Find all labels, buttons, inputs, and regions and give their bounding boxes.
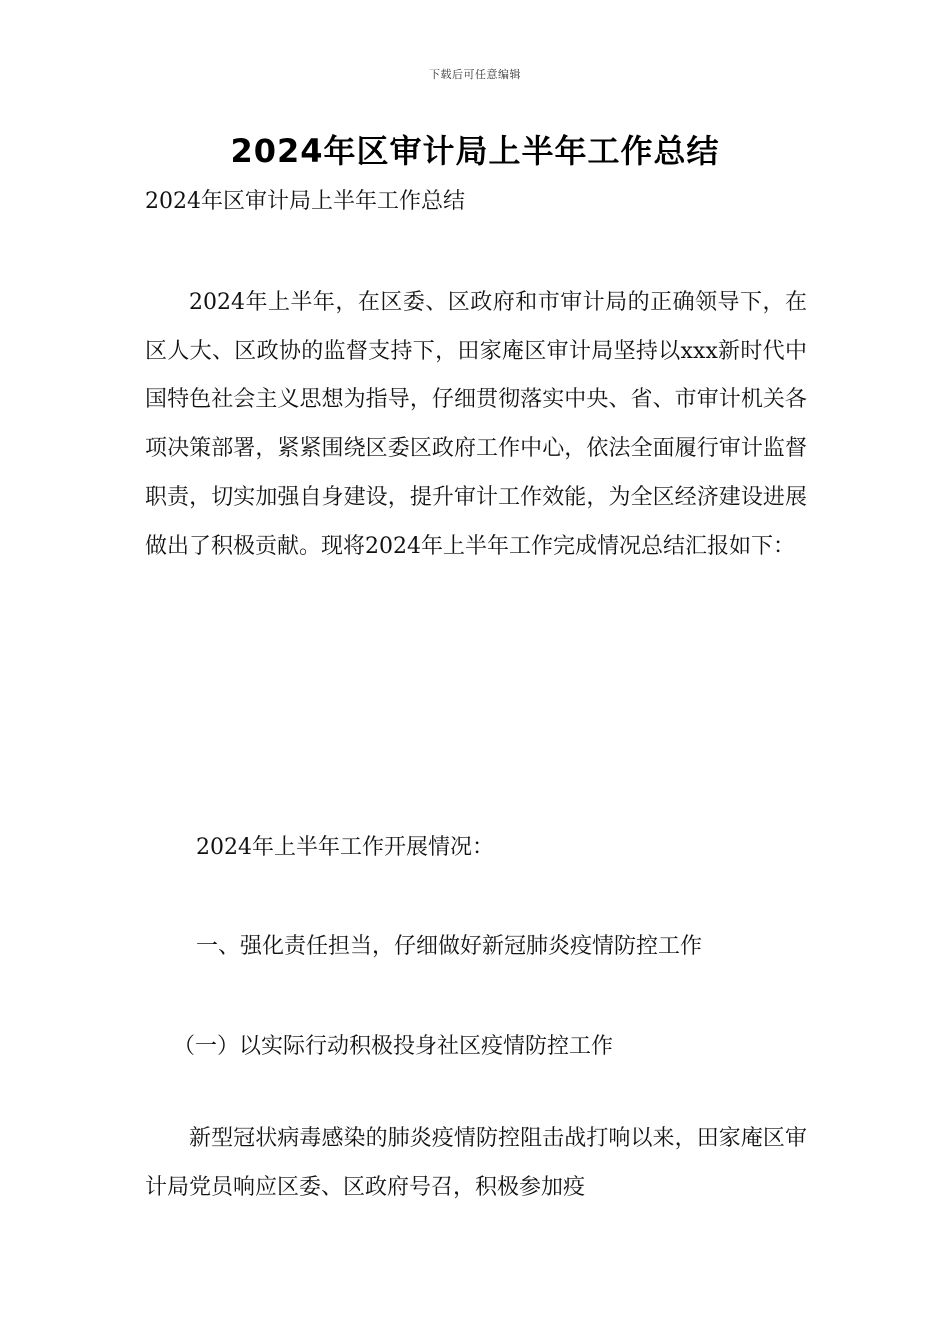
paragraph-2: 新型冠状病毒感染的肺炎疫情防控阻击战打响以来，田家庵区审计局党员响应区委、区政府号召，积极参加疫: [145, 1126, 807, 1200]
document-title: 2024年区审计局上半年工作总结: [230, 132, 720, 170]
overview-heading: 2024年上半年工作开展情况：: [196, 835, 494, 860]
document-subtitle: 2024年区审计局上半年工作总结: [145, 189, 465, 214]
intro-paragraph: 2024年上半年，在区委、区政府和市审计局的正确领导下，在区人大、区政协的监督支持下，田家庵区审计局坚持以xxx新时代中国特色社会主义思想为指导，仔细贯彻落实中央、省、市审计机关各项决策部署，紧紧围绕区委区政府工作中心，依法全面履行审计监督职责，切实加强自身建设，提升审计工作效能，为全区经济建设进展做出了积极贡献。现将2024年上半年工作完成情况总结汇报如下：: [145, 290, 807, 559]
section-1-heading: 一、强化责任担当，仔细做好新冠肺炎疫情防控工作: [196, 934, 703, 959]
subsection-1-heading: （一）以实际行动积极投身社区疫情防控工作: [173, 1034, 614, 1059]
header-note: 下载后可任意编辑: [429, 68, 521, 81]
